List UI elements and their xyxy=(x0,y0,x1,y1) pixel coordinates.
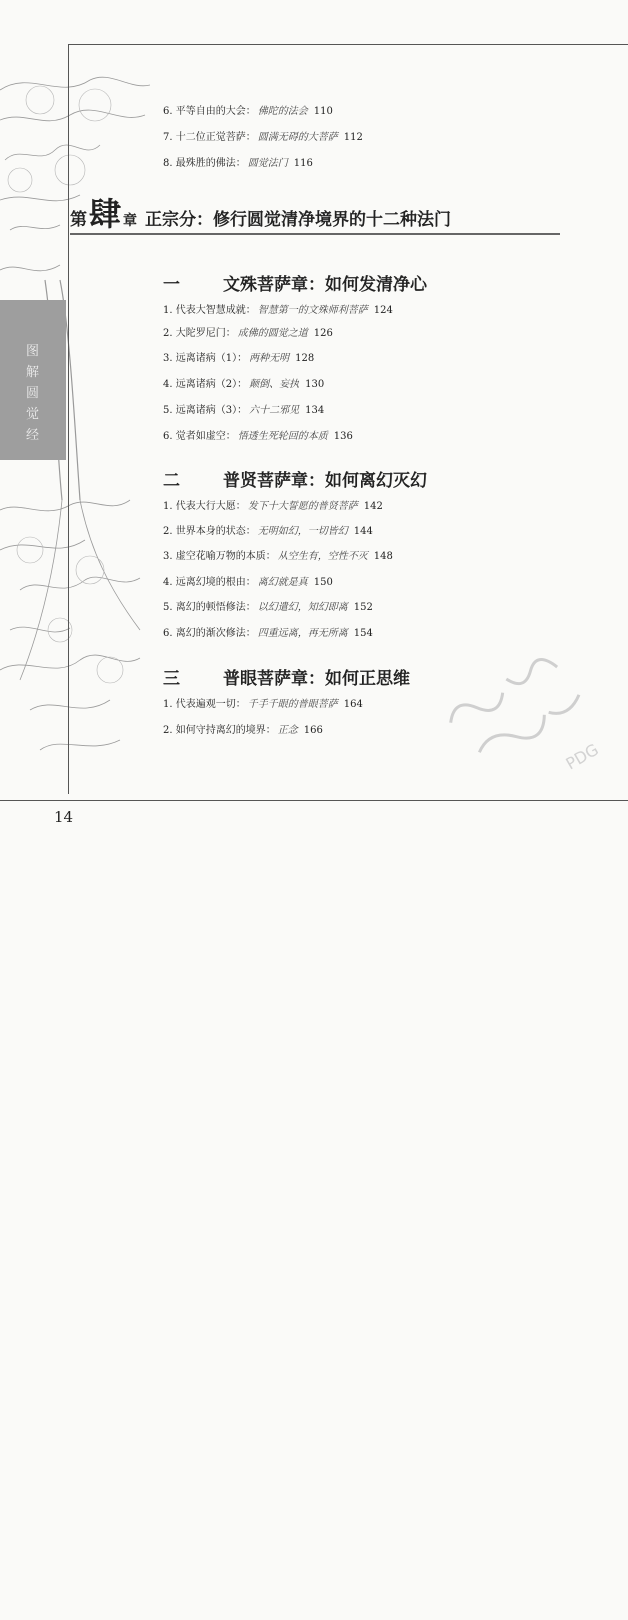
section-title: 普贤菩萨章：如何离幻灭幻 xyxy=(223,471,427,491)
sidebar-char: 图 xyxy=(26,344,40,359)
toc-entry-title: 2. 世界本身的状态： xyxy=(163,526,256,537)
page-number: 14 xyxy=(54,808,74,826)
toc-entry-subtitle: 六十二邪见 xyxy=(249,405,300,416)
toc-entry-title: 6. 离幻的渐次修法： xyxy=(163,628,256,639)
toc-entry-subtitle: 四重远离，再无所离 xyxy=(257,628,348,639)
toc-entry-subtitle: 成佛的圆觉之道 xyxy=(237,328,308,339)
toc-entry-page: 136 xyxy=(333,431,353,442)
sidebar-char: 经 xyxy=(26,428,40,443)
chapter-prefix: 第 xyxy=(70,210,87,230)
toc-entry-title: 4. 远离诸病（2）： xyxy=(163,379,248,390)
toc-entry-title: 5. 远离诸病（3）： xyxy=(163,405,248,416)
toc-entry-title: 4. 远离幻境的根由： xyxy=(163,577,256,588)
toc-entry-subtitle: 无明如幻，一切皆幻 xyxy=(257,526,348,537)
toc-entry-subtitle: 两种无明 xyxy=(249,353,290,364)
toc-entry-subtitle: 以幻遣幻，知幻即离 xyxy=(257,602,348,613)
section-heading xyxy=(163,664,410,689)
section-title: 普眼菩萨章：如何正思维 xyxy=(223,669,410,689)
toc-entry-subtitle: 离幻就是真 xyxy=(257,577,308,588)
section-number: 三 xyxy=(163,669,180,689)
section-heading xyxy=(163,270,427,295)
toc-entry-title: 1. 代表大智慧成就： xyxy=(163,305,256,316)
toc-entry-page: 166 xyxy=(303,725,323,736)
toc-entry-title: 1. 代表遍观一切： xyxy=(163,699,246,710)
chapter-heading xyxy=(70,195,452,233)
toc-entry-page: 148 xyxy=(373,551,393,562)
chapter-rule xyxy=(70,233,560,235)
toc-entry-title: 8. 最殊胜的佛法： xyxy=(163,158,246,169)
toc-entry-title: 6. 平等自由的大会： xyxy=(163,106,256,117)
toc-entry-page: 126 xyxy=(313,328,333,339)
toc-entry-title: 1. 代表大行大愿： xyxy=(163,501,246,512)
toc-entry-title: 6. 觉者如虚空： xyxy=(163,431,236,442)
toc-entry-page: 144 xyxy=(353,526,373,537)
toc-entry-subtitle: 千手千眼的普眼菩萨 xyxy=(247,699,338,710)
toc-entry-page: 164 xyxy=(343,699,363,710)
section-title: 文殊菩萨章：如何发清净心 xyxy=(223,275,427,295)
toc-entry-title: 3. 虚空花喻万物的本质： xyxy=(163,551,276,562)
toc-entry-page: 150 xyxy=(313,577,333,588)
toc-entry-subtitle: 佛陀的法会 xyxy=(257,106,308,117)
toc-entry-subtitle: 悟透生死轮回的本质 xyxy=(237,431,328,442)
toc-entry-title: 7. 十二位正觉菩萨： xyxy=(163,132,256,143)
toc-entry-page: 124 xyxy=(373,305,393,316)
toc-entry-title: 5. 离幻的顿悟修法： xyxy=(163,602,256,613)
footer-rule xyxy=(0,800,628,801)
watermark-text: PDG xyxy=(562,739,602,774)
chapter-suffix: 章 xyxy=(123,213,138,229)
toc-entry-subtitle: 颠倒、妄执 xyxy=(249,379,300,390)
toc-entry-title: 2. 大陀罗尼门： xyxy=(163,328,236,339)
sidebar-char: 解 xyxy=(26,365,40,380)
chapter-number: 肆 xyxy=(89,195,122,233)
toc-entry-page: 110 xyxy=(313,106,333,117)
toc-entry-title: 2. 如何守持离幻的境界： xyxy=(163,725,276,736)
frame-top-rule xyxy=(68,44,628,45)
sidebar-vertical-title xyxy=(26,340,39,443)
toc-entry-page: 152 xyxy=(353,602,373,613)
watermark-stamp xyxy=(420,600,628,800)
toc-entry[interactable] xyxy=(163,721,567,1620)
chapter-title: 正宗分：修行圆觉清净境界的十二种法门 xyxy=(145,210,452,230)
toc-entry-subtitle: 正念 xyxy=(277,725,298,736)
toc-entry-page: 112 xyxy=(343,132,363,143)
toc-entry-subtitle: 圆觉法门 xyxy=(247,158,288,169)
sidebar-char: 觉 xyxy=(26,407,40,422)
toc-entry-subtitle: 智慧第一的文殊师利菩萨 xyxy=(257,305,368,316)
toc-entry-title: 3. 远离诸病（1）： xyxy=(163,353,248,364)
toc-entry-subtitle: 从空生有，空性不灭 xyxy=(277,551,368,562)
frame-left-rule xyxy=(68,44,69,794)
toc-entry-page: 142 xyxy=(363,501,383,512)
section-heading xyxy=(163,466,427,491)
toc-entry-page: 128 xyxy=(295,353,315,364)
toc-entry-page: 134 xyxy=(305,405,325,416)
toc-entry-subtitle: 圆满无碍的大菩萨 xyxy=(257,132,338,143)
toc-entry-page: 130 xyxy=(305,379,325,390)
section-number: 二 xyxy=(163,471,180,491)
toc-entry-page: 154 xyxy=(353,628,373,639)
section-number: 一 xyxy=(163,275,180,295)
toc-entry-subtitle: 发下十大誓愿的普贤菩萨 xyxy=(247,501,358,512)
toc-entry-page: 116 xyxy=(293,158,313,169)
sidebar-char: 圆 xyxy=(26,386,40,401)
